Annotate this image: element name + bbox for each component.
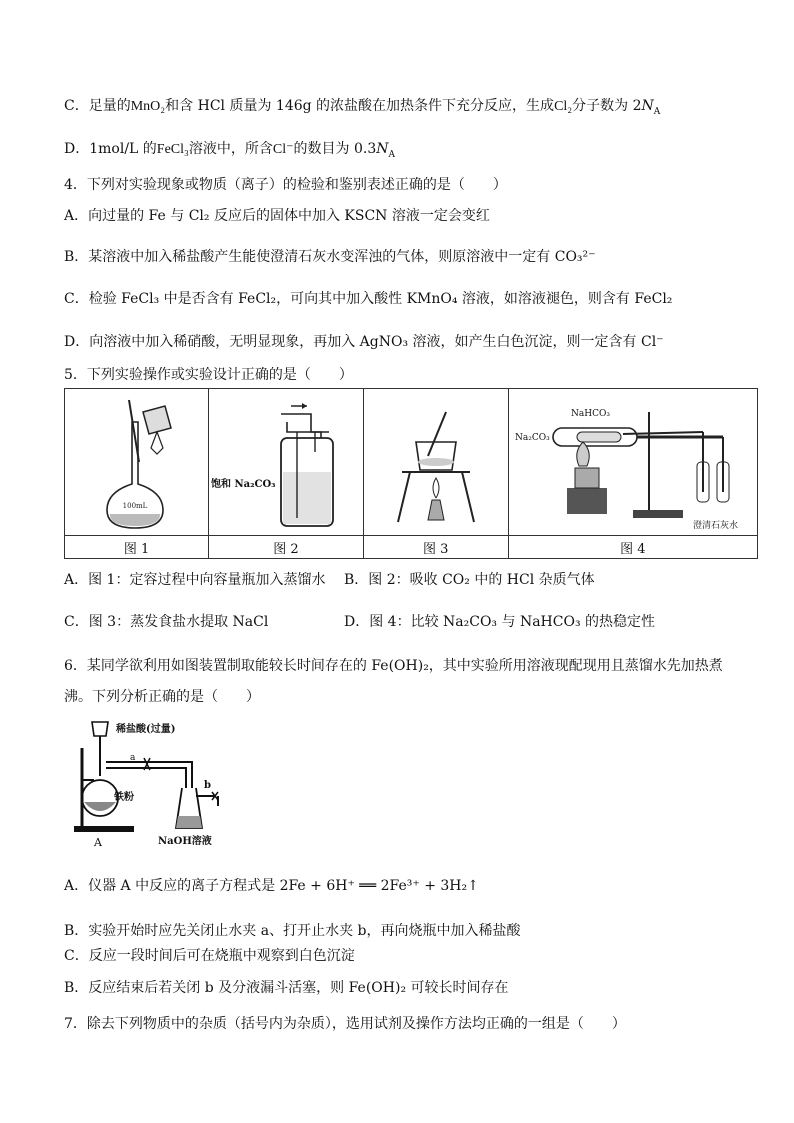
q4-option-a: A．向过量的 Fe 与 Cl₂ 反应后的固体中加入 KSCN 溶液一定会变红 bbox=[64, 208, 490, 224]
clamp-b-label: b bbox=[204, 780, 211, 791]
acid-label: 稀盐酸(过量) bbox=[116, 724, 176, 735]
avogadro-n-2: N bbox=[376, 141, 389, 157]
caption-fig-1: 图 1 bbox=[65, 536, 209, 559]
figure-1-cell bbox=[65, 389, 209, 536]
q5-option-a: A．图 1：定容过程中向容量瓶加入蒸馏水 bbox=[64, 572, 326, 588]
q4-option-d: D．向溶液中加入稀硝酸，无明显现象，再加入 AgNO₃ 溶液，如产生白色沉淀，则一定含有 Cl⁻ bbox=[64, 334, 664, 350]
nahco3-label: NaHCO₃ bbox=[570, 409, 610, 419]
formula-fecl3: FeCl₃ bbox=[156, 142, 189, 157]
flask-volume-label: 100mL bbox=[122, 502, 147, 510]
question-6-line-2: 沸。下列分析正确的是（ ） bbox=[64, 689, 260, 705]
q4-option-c: C．检验 FeCl₃ 中是否含有 FeCl₂，可向其中加入酸性 KMnO₄ 溶液，如溶液褪色，则含有 FeCl₂ bbox=[64, 291, 673, 307]
evaporation-figure bbox=[376, 392, 496, 532]
caption-fig-3: 图 3 bbox=[363, 536, 508, 559]
na2co3-label: Na₂CO₃ bbox=[514, 433, 550, 443]
q5-option-d: D．图 4：比较 Na₂CO₃ 与 NaHCO₃ 的热稳定性 bbox=[344, 614, 656, 630]
q3c-text-1: C．足量的 bbox=[64, 98, 131, 114]
caption-fig-4: 图 4 bbox=[508, 536, 757, 559]
q3-option-d bbox=[64, 140, 395, 164]
question-5: 5．下列实验操作或实验设计正确的是（ ） bbox=[64, 367, 353, 383]
question-6-line-1: 6．某同学欲利用如图装置制取能较长时间存在的 Fe(OH)₂，其中实验所用溶液现配现用且蒸馏水先加热煮 bbox=[64, 658, 723, 674]
q3d-text-1: D．1mol/L 的 bbox=[64, 141, 157, 157]
avogadro-sub-2: A bbox=[388, 149, 395, 160]
question-4: 4．下列对实验现象或物质（离子）的检验和鉴别表述正确的是（ ） bbox=[64, 177, 507, 193]
clamp-a-label: a bbox=[130, 753, 136, 763]
q6-option-b: B．实验开始时应先关闭止水夹 a、打开止水夹 b，再向烧瓶中加入稀盐酸 bbox=[64, 923, 521, 939]
avogadro-sub: A bbox=[653, 106, 661, 117]
q3d-text-2: 溶液中，所含 bbox=[188, 141, 273, 157]
iron-powder-label: 铁粉 bbox=[114, 792, 134, 803]
avogadro-n: N bbox=[641, 98, 654, 114]
thermal-stability-figure bbox=[513, 392, 753, 532]
fe-oh2-apparatus-svg bbox=[72, 718, 272, 858]
q6-option-d: B．反应结束后若关闭 b 及分液漏斗活塞，则 Fe(OH)₂ 可较长时间存在 bbox=[64, 980, 509, 996]
q3-option-c bbox=[64, 97, 660, 121]
q5-option-b: B．图 2：吸收 CO₂ 中的 HCl 杂质气体 bbox=[344, 572, 595, 588]
naoh-label: NaOH溶液 bbox=[158, 836, 212, 847]
q3c-text-3: 分子数为 2 bbox=[572, 98, 642, 114]
volumetric-flask-figure bbox=[77, 392, 197, 532]
formula-cl2: Cl₂ bbox=[554, 99, 573, 114]
apparatus-diagram bbox=[72, 718, 272, 858]
figure-2-cell bbox=[209, 389, 364, 536]
limewater-label: 澄清石灰水 bbox=[692, 521, 738, 531]
q5-option-c: C．图 3：蒸发食盐水提取 NaCl bbox=[64, 614, 269, 630]
q6-option-c: C．反应一段时间后可在烧瓶中观察到白色沉淀 bbox=[64, 948, 355, 964]
figure-3-cell bbox=[363, 389, 508, 536]
gas-washing-bottle-figure bbox=[211, 392, 361, 532]
question-7: 7．除去下列物质中的杂质（括号内为杂质），选用试剂及操作方法均正确的一组是（ ） bbox=[64, 1016, 626, 1032]
caption-fig-2: 图 2 bbox=[209, 536, 364, 559]
q4-option-b: B．某溶液中加入稀盐酸产生能使澄清石灰水变浑浊的气体，则原溶液中一定有 CO₃²⁻ bbox=[64, 249, 596, 265]
q6-option-a: A．仪器 A 中反应的离子方程式是 2Fe + 6H⁺ ══ 2Fe³⁺ + 3H₂↑ bbox=[64, 878, 479, 894]
q3c-text-2: 和含 HCl 质量为 146g 的浓盐酸在加热条件下充分反应，生成 bbox=[165, 98, 555, 114]
instrument-a-label: A bbox=[94, 836, 102, 849]
figure-4-cell bbox=[508, 389, 757, 536]
q3d-text-3: 的数目为 0.3 bbox=[293, 141, 377, 157]
formula-mno2: MnO₂ bbox=[130, 99, 166, 114]
figures-table bbox=[64, 388, 758, 559]
formula-cl-minus: Cl⁻ bbox=[272, 142, 294, 157]
saturated-solution-label: 饱和 Na₂CO₃ bbox=[210, 479, 276, 490]
